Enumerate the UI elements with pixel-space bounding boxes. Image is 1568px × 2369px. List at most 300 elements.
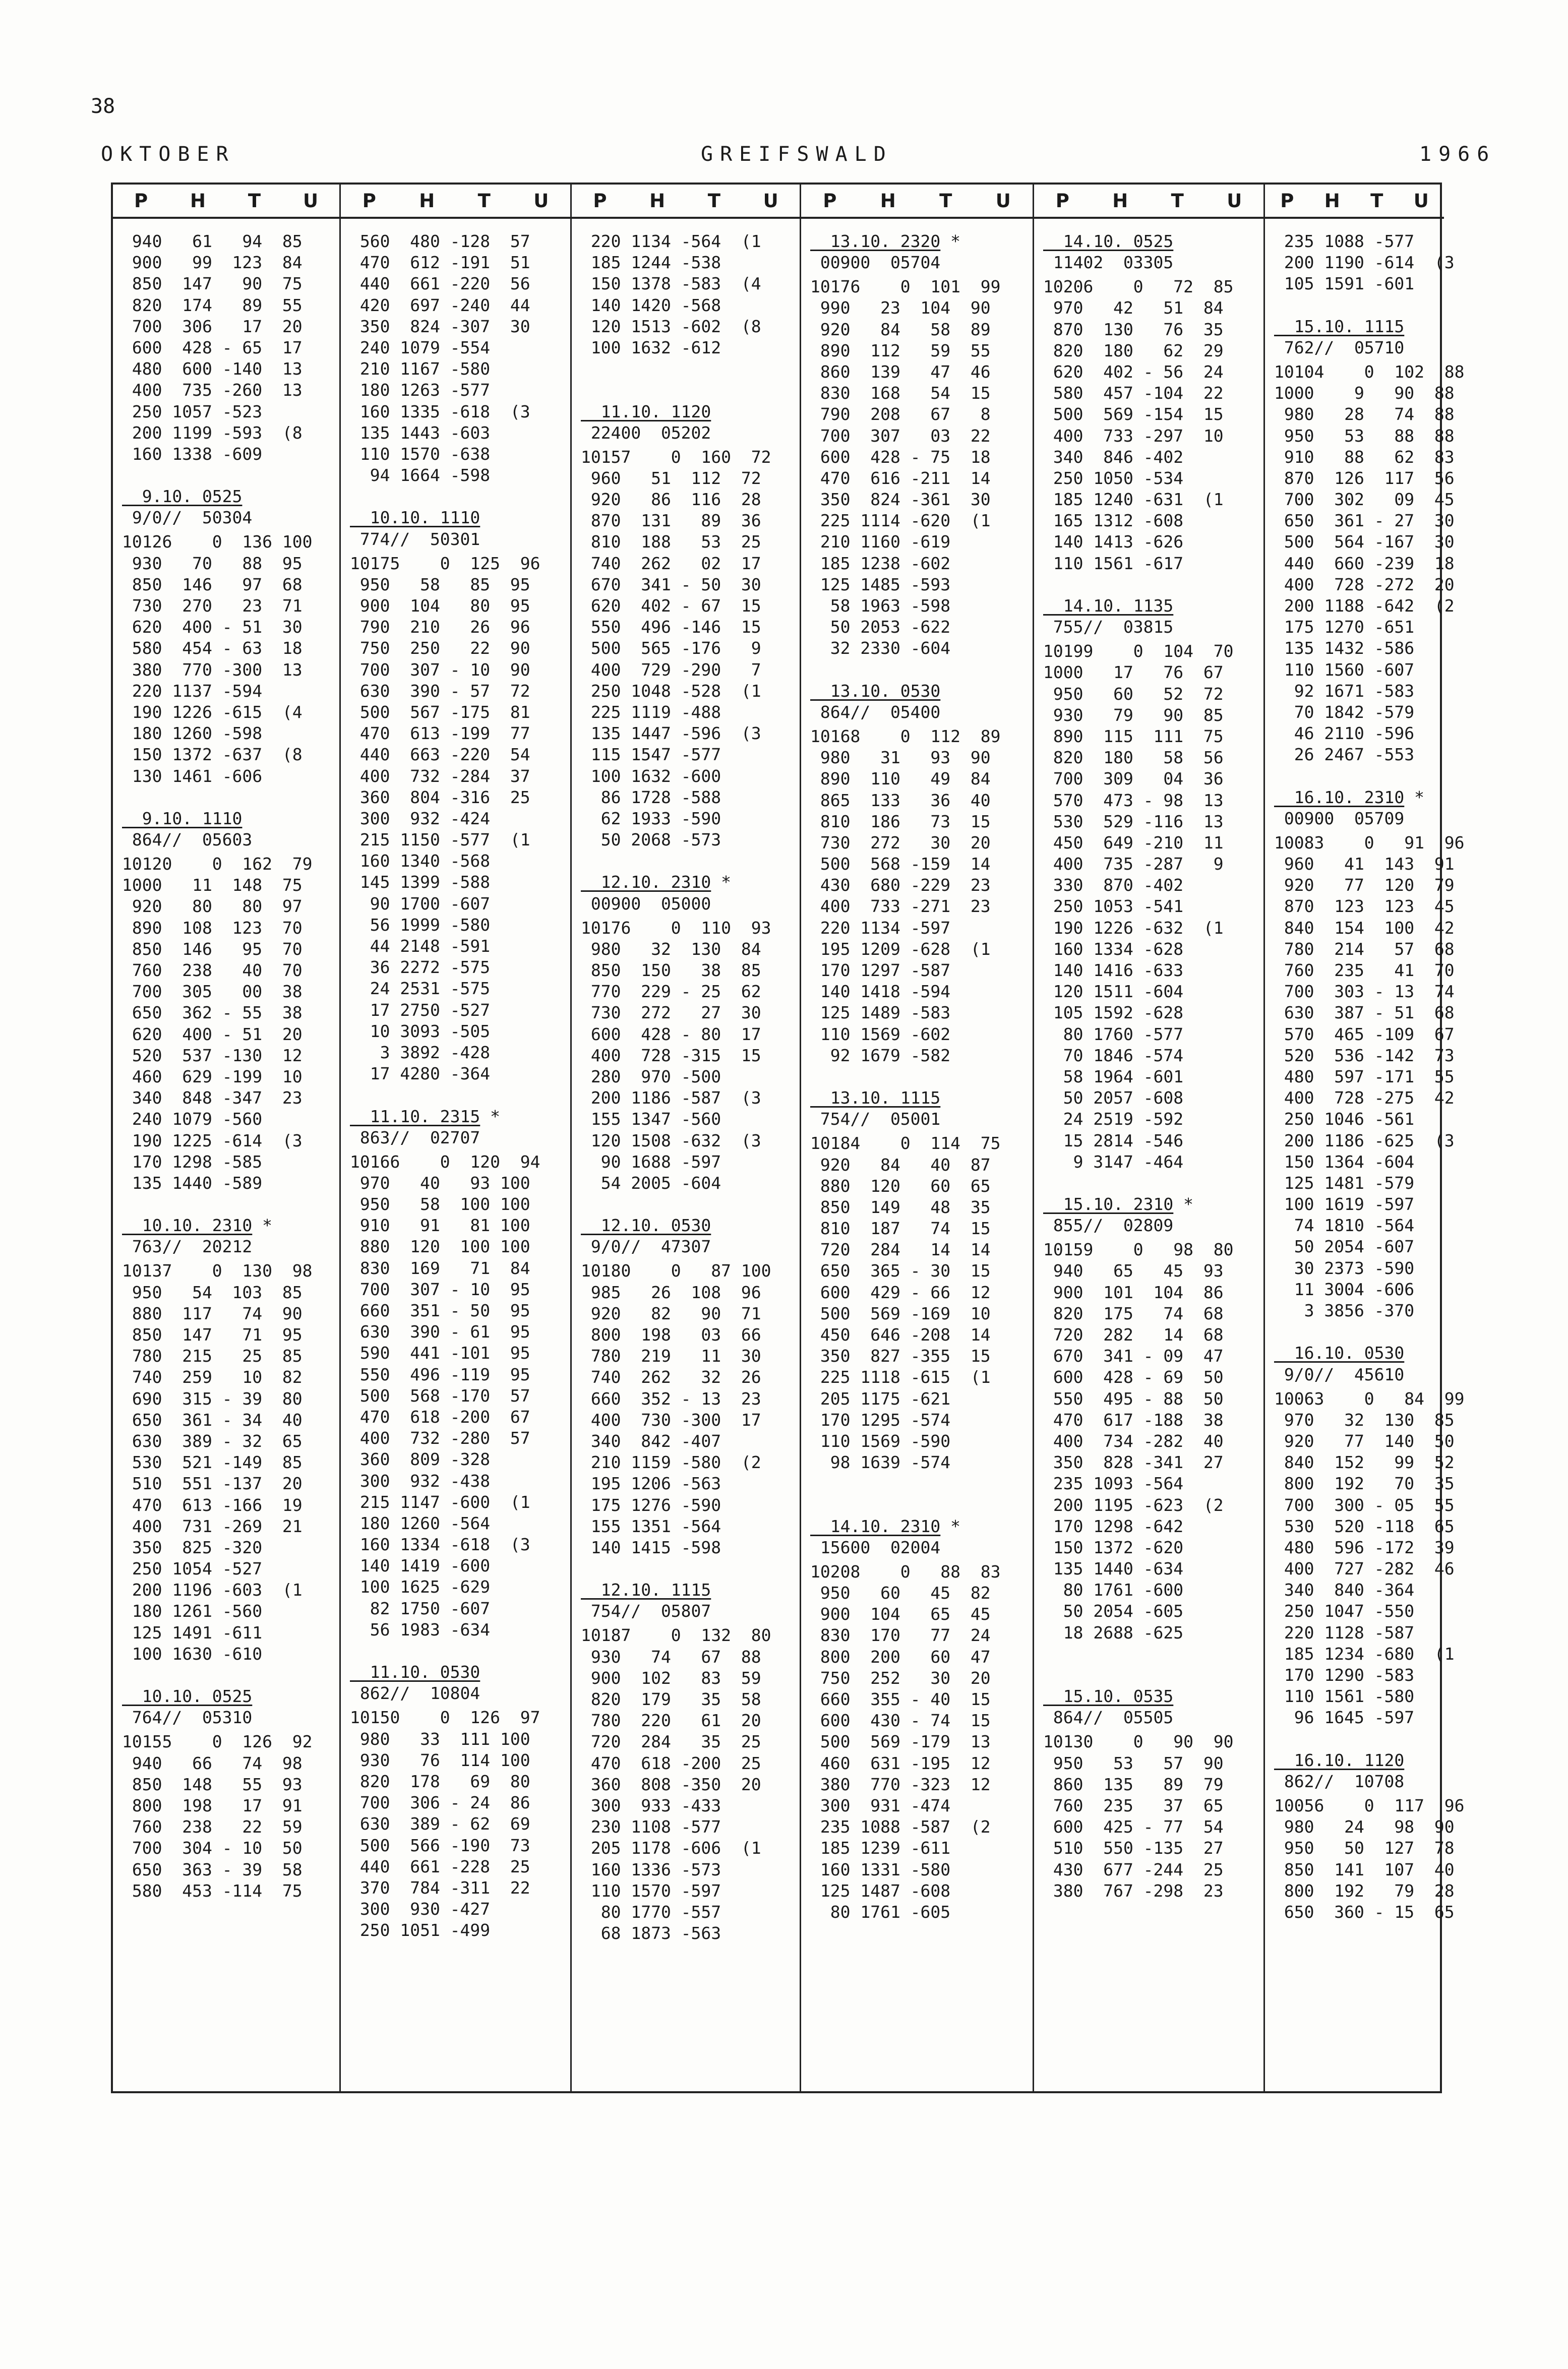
data-row: 700 309 04 36 <box>1043 769 1224 789</box>
data-row: 155 1347 -560 <box>581 1109 721 1129</box>
data-row: 630 390 - 61 95 <box>350 1322 530 1342</box>
data-row: 180 1261 -560 <box>122 1601 263 1621</box>
data-row: 400 732 -284 37 <box>350 766 530 786</box>
data-row: 730 270 23 71 <box>122 596 303 616</box>
data-row: 830 168 54 15 <box>810 383 991 403</box>
data-row: 930 70 88 95 <box>122 553 303 573</box>
data-row: 950 60 52 72 <box>1043 684 1224 704</box>
column-header: P <box>362 190 376 212</box>
data-row: 180 1260 -598 <box>122 723 263 744</box>
data-row: 550 496 -146 15 <box>581 617 761 637</box>
data-row: 300 930 -427 <box>350 1899 491 1919</box>
sounding-marker: * <box>1404 787 1425 807</box>
data-row: 780 215 25 85 <box>122 1346 303 1366</box>
blank-row <box>122 787 337 808</box>
data-row: 10180 0 87 100 <box>581 1261 771 1281</box>
data-row: 80 1770 -557 <box>581 1902 721 1922</box>
data-row: 195 1209 -628 (1 <box>810 939 991 959</box>
data-row: 10056 0 117 96 <box>1274 1795 1465 1815</box>
data-row: 500 569 -154 15 <box>1043 404 1224 424</box>
data-row: 70 1842 -579 <box>1274 702 1415 722</box>
data-row: 760 235 37 65 <box>1043 1795 1224 1815</box>
sounding-date-time: 15.10. 1115 <box>1274 316 1405 336</box>
data-row: 32 2330 -604 <box>810 638 951 658</box>
data-row: 250 1057 -523 <box>122 401 263 421</box>
data-row: 830 169 71 84 <box>350 1258 530 1278</box>
data-row: 960 51 112 72 <box>581 468 761 488</box>
sounding-time-heading <box>581 1215 798 1236</box>
data-row: 10130 0 90 90 <box>1043 1732 1234 1752</box>
data-row: 80 1761 -600 <box>1043 1580 1184 1600</box>
data-row: 50 2054 -607 <box>1274 1237 1415 1257</box>
data-row: 240 1079 -554 <box>350 337 491 357</box>
data-row: 235 1093 -564 <box>1043 1474 1184 1494</box>
data-row: 300 931 -474 <box>810 1795 951 1815</box>
data-row: 145 1399 -588 <box>350 872 491 892</box>
data-row: 860 139 47 46 <box>810 361 991 382</box>
blank-row <box>1043 1173 1261 1194</box>
data-row: 500 564 -167 30 <box>1274 532 1455 552</box>
data-row: 100 1632 -612 <box>581 337 721 357</box>
data-row: 470 613 -199 77 <box>350 723 530 744</box>
data-row: 730 272 27 30 <box>581 1003 761 1023</box>
data-row: 500 568 -159 14 <box>810 854 991 874</box>
data-row: 670 341 - 09 47 <box>1043 1346 1224 1366</box>
data-row: 300 932 -438 <box>350 1471 491 1491</box>
data-row: 10206 0 72 85 <box>1043 277 1234 297</box>
data-row: 50 2053 -622 <box>810 617 951 637</box>
data-row: 880 120 60 65 <box>810 1176 991 1196</box>
column-header-row <box>1265 185 1444 219</box>
data-row: 950 58 100 100 <box>350 1194 530 1214</box>
sounding-time-heading <box>122 1686 337 1707</box>
data-row: 800 200 60 47 <box>810 1647 991 1667</box>
sounding-date-time: 12.10. 2310 <box>581 872 711 892</box>
data-row: 750 250 22 90 <box>350 638 530 658</box>
data-row: 10187 0 132 80 <box>581 1625 771 1646</box>
station-code-row: 764// 05310 <box>122 1708 253 1728</box>
data-row: 400 728 -275 42 <box>1274 1088 1455 1108</box>
sounding-date-time: 12.10. 1115 <box>581 1580 711 1600</box>
data-row: 940 66 74 98 <box>122 1753 303 1773</box>
data-row: 140 1416 -633 <box>1043 960 1184 980</box>
data-row: 10166 0 120 94 <box>350 1151 540 1172</box>
station-code-row: 863// 02707 <box>350 1127 480 1147</box>
data-row: 58 1964 -601 <box>1043 1066 1184 1086</box>
data-row: 480 600 -140 13 <box>122 359 303 379</box>
data-row: 800 198 17 91 <box>122 1795 303 1815</box>
data-row: 580 457 -104 22 <box>1043 383 1224 403</box>
data-row: 600 429 - 66 12 <box>810 1282 991 1302</box>
data-row: 620 402 - 67 15 <box>581 596 761 616</box>
column-header: U <box>763 190 778 212</box>
data-row: 920 82 90 71 <box>581 1303 761 1323</box>
data-row: 510 551 -137 20 <box>122 1474 303 1494</box>
data-row: 110 1561 -617 <box>1043 553 1184 573</box>
data-row: 220 1134 -564 (1 <box>581 231 761 251</box>
data-row: 570 473 - 98 13 <box>1043 790 1224 810</box>
data-row: 400 728 -272 20 <box>1274 574 1455 594</box>
data-row: 155 1351 -564 <box>581 1516 721 1536</box>
data-row: 150 1378 -583 (4 <box>581 274 761 294</box>
table-column-1 <box>113 185 341 2091</box>
data-row: 205 1178 -606 (1 <box>581 1838 761 1858</box>
sounding-time-heading <box>1043 231 1261 252</box>
data-row: 10208 0 88 83 <box>810 1561 1001 1582</box>
station-code-row: 00900 05709 <box>1274 808 1405 828</box>
sounding-date-time: 14.10. 2310 <box>810 1516 941 1536</box>
data-row: 650 360 - 15 65 <box>1274 1902 1455 1922</box>
data-row: 400 734 -282 40 <box>1043 1431 1224 1451</box>
data-row: 100 1625 -629 <box>350 1577 491 1597</box>
data-row: 700 307 03 22 <box>810 426 991 446</box>
data-row: 790 210 26 96 <box>350 617 530 637</box>
station-code-row: 9/0// 45610 <box>1274 1364 1405 1384</box>
data-row: 800 198 03 66 <box>581 1325 761 1345</box>
column-header: T <box>1370 190 1383 212</box>
blank-row <box>810 1495 1031 1516</box>
data-row: 700 302 09 45 <box>1274 490 1455 510</box>
column-body <box>122 231 337 1902</box>
data-row: 690 315 - 39 80 <box>122 1388 303 1409</box>
data-row: 780 220 61 20 <box>581 1711 761 1731</box>
data-row: 190 1226 -615 (4 <box>122 702 303 722</box>
data-row: 200 1186 -587 (3 <box>581 1088 761 1108</box>
data-row: 890 110 49 84 <box>810 769 991 789</box>
data-row: 850 146 95 70 <box>122 939 303 959</box>
data-row: 350 828 -341 27 <box>1043 1452 1224 1473</box>
data-row: 175 1270 -651 <box>1274 617 1415 637</box>
data-row: 11 3004 -606 <box>1274 1279 1415 1299</box>
data-row: 890 112 59 55 <box>810 340 991 360</box>
data-row: 135 1447 -596 (3 <box>581 723 761 744</box>
page-number: 38 <box>91 95 115 118</box>
data-row: 870 123 123 45 <box>1274 896 1455 917</box>
data-row: 500 565 -176 9 <box>581 638 761 658</box>
sounding-marker: * <box>940 1516 961 1536</box>
data-row: 110 1570 -597 <box>581 1880 721 1901</box>
data-row: 185 1240 -631 (1 <box>1043 490 1224 510</box>
data-row: 180 1263 -577 <box>350 380 491 400</box>
data-row: 56 1983 -634 <box>350 1619 491 1639</box>
data-row: 460 631 -195 12 <box>810 1753 991 1773</box>
station-code-row: 864// 05505 <box>1043 1708 1174 1728</box>
sounding-time-heading <box>1043 1194 1261 1215</box>
station-code-row: 11402 03305 <box>1043 253 1174 273</box>
blank-row <box>810 1473 1031 1494</box>
header-year: 1966 <box>1419 143 1496 166</box>
data-row: 10155 0 126 92 <box>122 1732 313 1752</box>
sounding-date-time: 16.10. 2310 <box>1274 787 1405 807</box>
column-header: H <box>190 190 206 212</box>
data-row: 400 731 -269 21 <box>122 1516 303 1536</box>
station-code-row: 762// 05710 <box>1274 337 1405 357</box>
column-header: P <box>1280 190 1294 212</box>
data-row: 430 680 -229 23 <box>810 875 991 895</box>
data-row: 970 32 130 85 <box>1274 1410 1455 1430</box>
blank-row <box>122 465 337 486</box>
data-row: 850 148 55 93 <box>122 1774 303 1794</box>
data-row: 600 428 - 65 17 <box>122 337 303 357</box>
data-row: 470 618 -200 25 <box>581 1753 761 1773</box>
sounding-time-heading <box>1274 1750 1442 1771</box>
data-row: 70 1846 -574 <box>1043 1045 1184 1065</box>
data-row: 120 1513 -602 (8 <box>581 316 761 336</box>
data-row: 10168 0 112 89 <box>810 726 1001 746</box>
data-row: 92 1679 -582 <box>810 1045 951 1065</box>
data-row: 590 441 -101 95 <box>350 1343 530 1363</box>
data-row: 400 733 -271 23 <box>810 896 991 917</box>
column-header: H <box>1324 190 1340 212</box>
data-row: 150 1372 -620 <box>1043 1537 1184 1557</box>
data-row: 780 219 11 30 <box>581 1346 761 1366</box>
data-row: 10150 0 126 97 <box>350 1708 540 1728</box>
data-row: 82 1750 -607 <box>350 1598 491 1618</box>
blank-row <box>810 659 1031 681</box>
data-row: 440 660 -239 18 <box>1274 553 1455 573</box>
blank-row <box>1274 1321 1442 1343</box>
sounding-time-heading <box>350 1106 568 1127</box>
data-row: 700 300 - 05 55 <box>1274 1495 1455 1515</box>
station-code-row: 9/0// 47307 <box>581 1237 711 1257</box>
data-row: 530 520 -118 65 <box>1274 1516 1455 1536</box>
data-row: 160 1336 -573 <box>581 1859 721 1879</box>
data-row: 500 567 -175 81 <box>350 702 530 722</box>
data-row: 250 1053 -541 <box>1043 896 1184 917</box>
column-header: P <box>134 190 148 212</box>
data-row: 850 150 38 85 <box>581 960 761 980</box>
data-row: 90 1700 -607 <box>350 893 491 914</box>
data-row: 350 825 -320 <box>122 1537 263 1557</box>
data-row: 250 1054 -527 <box>122 1559 263 1579</box>
sounding-date-time: 13.10. 2320 <box>810 231 941 251</box>
data-row: 160 1334 -618 (3 <box>350 1535 530 1555</box>
data-row: 195 1206 -563 <box>581 1474 721 1494</box>
station-code-row: 864// 05400 <box>810 702 941 722</box>
data-row: 135 1443 -603 <box>350 422 491 443</box>
data-row: 125 1489 -583 <box>810 1003 951 1023</box>
data-row: 400 733 -297 10 <box>1043 426 1224 446</box>
column-header: U <box>1227 190 1242 212</box>
column-header: P <box>823 190 837 212</box>
data-row: 125 1487 -608 <box>810 1880 951 1901</box>
data-row: 550 495 - 88 50 <box>1043 1388 1224 1409</box>
data-row: 200 1188 -642 (2 <box>1274 596 1455 616</box>
column-header: P <box>593 190 607 212</box>
data-row: 850 141 107 40 <box>1274 1859 1455 1879</box>
data-row: 700 304 - 10 50 <box>122 1838 303 1858</box>
column-header: T <box>477 190 491 212</box>
data-row: 185 1239 -611 <box>810 1838 951 1858</box>
data-row: 950 60 45 82 <box>810 1583 991 1603</box>
data-row: 280 970 -500 <box>581 1066 721 1086</box>
data-row: 920 86 116 28 <box>581 490 761 510</box>
data-row: 400 735 -260 13 <box>122 380 303 400</box>
blank-row <box>581 851 798 872</box>
station-code-row: 864// 05603 <box>122 830 253 850</box>
data-row: 18 2688 -625 <box>1043 1622 1184 1643</box>
sounding-date-time: 9.10. 0525 <box>122 487 243 507</box>
data-row: 125 1491 -611 <box>122 1622 263 1643</box>
data-row: 400 732 -280 57 <box>350 1428 530 1448</box>
sounding-marker: * <box>1173 1194 1194 1214</box>
data-row: 980 28 74 88 <box>1274 404 1455 424</box>
sounding-time-heading <box>1274 787 1442 808</box>
data-row: 600 428 - 69 50 <box>1043 1367 1224 1387</box>
data-row: 430 677 -244 25 <box>1043 1859 1224 1879</box>
data-row: 360 809 -328 <box>350 1449 491 1470</box>
data-row: 1000 17 76 67 <box>1043 662 1224 683</box>
sounding-time-heading <box>581 1580 798 1601</box>
station-code-row: 22400 05202 <box>581 422 711 443</box>
sounding-time-heading <box>1043 1686 1261 1707</box>
data-row: 910 91 81 100 <box>350 1216 530 1236</box>
data-row: 96 1645 -597 <box>1274 1708 1415 1728</box>
data-row: 850 147 90 75 <box>122 274 303 294</box>
data-row: 250 1047 -550 <box>1274 1601 1415 1621</box>
column-header-row <box>572 185 800 219</box>
blank-row <box>1274 1729 1442 1750</box>
data-row: 440 661 -220 56 <box>350 274 530 294</box>
sounding-date-time: 13.10. 0530 <box>810 681 941 701</box>
data-row: 580 453 -114 75 <box>122 1880 303 1901</box>
sounding-date-time: 11.10. 0530 <box>350 1662 480 1682</box>
column-header: T <box>248 190 261 212</box>
data-row: 810 186 73 15 <box>810 811 991 831</box>
data-row: 700 306 17 20 <box>122 316 303 336</box>
data-row: 760 238 22 59 <box>122 1817 303 1837</box>
data-row: 380 770 -323 12 <box>810 1774 991 1794</box>
data-row: 10120 0 162 79 <box>122 854 313 874</box>
data-row: 100 1630 -610 <box>122 1644 263 1664</box>
data-row: 230 1108 -577 <box>581 1817 721 1837</box>
station-code-row: 763// 20212 <box>122 1237 253 1257</box>
station-code-row: 9/0// 50304 <box>122 508 253 528</box>
data-row: 24 2531 -575 <box>350 979 491 999</box>
table-column-3 <box>572 185 801 2091</box>
data-row: 990 23 104 90 <box>810 298 991 318</box>
data-row: 170 1295 -574 <box>810 1410 951 1430</box>
data-row: 620 400 - 51 20 <box>122 1024 303 1044</box>
data-row: 140 1415 -598 <box>581 1537 721 1557</box>
sounding-time-heading <box>350 507 568 528</box>
data-row: 17 2750 -527 <box>350 1000 491 1020</box>
data-row: 820 174 89 55 <box>122 295 303 315</box>
data-row: 530 521 -149 85 <box>122 1452 303 1473</box>
data-row: 470 617 -188 38 <box>1043 1410 1224 1430</box>
column-header: U <box>1413 190 1429 212</box>
blank-row <box>581 1558 798 1580</box>
table-column-6 <box>1265 185 1465 2091</box>
sounding-time-heading <box>1274 316 1442 337</box>
data-row: 630 387 - 51 68 <box>1274 1003 1455 1023</box>
data-row: 1000 11 148 75 <box>122 875 303 895</box>
data-row: 360 808 -350 20 <box>581 1774 761 1794</box>
column-header: T <box>1171 190 1184 212</box>
data-row: 760 238 40 70 <box>122 960 303 980</box>
data-row: 235 1088 -577 <box>1274 231 1415 251</box>
data-row: 220 1137 -594 <box>122 681 263 701</box>
data-row: 740 262 02 17 <box>581 553 761 573</box>
data-row: 910 88 62 83 <box>1274 447 1455 467</box>
data-row: 620 402 - 56 24 <box>1043 361 1224 382</box>
data-row: 450 649 -210 11 <box>1043 832 1224 853</box>
data-row: 900 101 104 86 <box>1043 1282 1224 1302</box>
table-column-5 <box>1034 185 1265 2091</box>
data-row: 480 597 -171 55 <box>1274 1066 1455 1086</box>
data-row: 820 175 74 68 <box>1043 1303 1224 1323</box>
data-row: 650 361 - 34 40 <box>122 1410 303 1430</box>
blank-row <box>1043 574 1261 595</box>
station-code-row: 15600 02004 <box>810 1537 941 1557</box>
station-code-row: 754// 05001 <box>810 1109 941 1129</box>
data-row: 900 102 83 59 <box>581 1668 761 1688</box>
data-row: 105 1591 -601 <box>1274 274 1415 294</box>
data-row: 150 1364 -604 <box>1274 1151 1415 1172</box>
data-row: 225 1114 -620 (1 <box>810 511 991 531</box>
column-header: U <box>533 190 549 212</box>
data-row: 10104 0 102 88 <box>1274 361 1465 382</box>
data-row: 185 1244 -538 <box>581 253 721 273</box>
data-row: 10159 0 98 80 <box>1043 1240 1234 1260</box>
data-row: 670 341 - 50 30 <box>581 574 761 594</box>
data-row: 170 1297 -587 <box>810 960 951 980</box>
column-header: H <box>419 190 435 212</box>
blank-row <box>1043 1665 1261 1686</box>
data-row: 160 1331 -580 <box>810 1859 951 1879</box>
data-row: 190 1226 -632 (1 <box>1043 918 1224 938</box>
data-row: 700 307 - 10 95 <box>350 1279 530 1299</box>
data-row: 26 2467 -553 <box>1274 745 1415 765</box>
data-row: 125 1481 -579 <box>1274 1173 1415 1193</box>
sounding-marker: * <box>940 231 961 251</box>
data-row: 94 1664 -598 <box>350 465 491 485</box>
data-row: 80 1760 -577 <box>1043 1024 1184 1044</box>
data-row: 3 3856 -370 <box>1274 1301 1415 1320</box>
data-row: 760 235 41 70 <box>1274 960 1455 980</box>
data-row: 58 1963 -598 <box>810 596 951 616</box>
data-row: 100 1619 -597 <box>1274 1194 1415 1214</box>
data-row: 10083 0 91 96 <box>1274 832 1465 853</box>
data-row: 210 1167 -580 <box>350 359 491 379</box>
data-row: 800 192 70 35 <box>1274 1474 1455 1494</box>
data-row: 340 842 -407 <box>581 1431 721 1451</box>
data-row: 220 1134 -597 <box>810 918 951 938</box>
blank-row <box>1274 295 1442 316</box>
data-row: 880 117 74 90 <box>122 1303 303 1323</box>
data-row: 10176 0 101 99 <box>810 277 1001 297</box>
data-row: 400 727 -282 46 <box>1274 1559 1455 1579</box>
data-row: 920 80 80 97 <box>122 896 303 917</box>
data-row: 200 1186 -625 (3 <box>1274 1130 1455 1150</box>
sounding-time-heading <box>810 1087 1031 1109</box>
data-row: 110 1561 -580 <box>1274 1686 1415 1707</box>
data-row: 470 612 -191 51 <box>350 253 530 273</box>
station-code-row: 00900 05000 <box>581 893 711 914</box>
blank-row <box>122 1194 337 1215</box>
data-row: 740 259 10 82 <box>122 1367 303 1387</box>
data-row: 200 1190 -614 (3 <box>1274 253 1455 273</box>
data-row: 190 1225 -614 (3 <box>122 1130 303 1150</box>
blank-row <box>581 358 798 380</box>
data-row: 985 26 108 96 <box>581 1282 761 1302</box>
sounding-time-heading <box>350 1662 568 1683</box>
data-row: 380 767 -298 23 <box>1043 1880 1224 1901</box>
data-row: 890 108 123 70 <box>122 918 303 938</box>
data-row: 120 1511 -604 <box>1043 982 1184 1002</box>
sounding-date-time: 12.10. 0530 <box>581 1216 711 1236</box>
data-row: 140 1418 -594 <box>810 982 951 1002</box>
